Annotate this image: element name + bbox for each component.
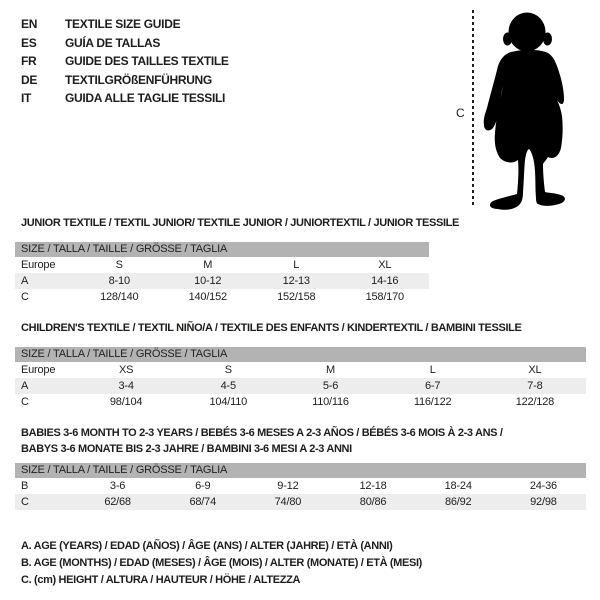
section-title: CHILDREN'S TEXTILE / TEXTIL NIÑO/A / TEXTILE DES ENFANTS / KINDERTEXTIL / BAMBINI TESSILE [21, 322, 522, 334]
size-cell: 24-36 [529, 480, 557, 492]
row-label: C [21, 496, 29, 508]
size-cell: 122/128 [515, 396, 555, 408]
table-row [15, 394, 586, 410]
size-table-babies [15, 463, 586, 510]
size-cell: XL [528, 364, 542, 376]
section-babies [15, 427, 586, 510]
language-title: GUIDA ALLE TAGLIE TESSILI [65, 91, 226, 106]
language-row [21, 89, 229, 108]
height-measure-dashed-line [472, 10, 474, 208]
size-table-header-row [15, 463, 586, 478]
language-title: TEXTILGRÖßENFÜHRUNG [65, 72, 212, 87]
size-cell: 3-4 [118, 380, 134, 392]
size-cell: L [429, 364, 436, 376]
size-cell: 14-16 [371, 275, 399, 287]
section-title-line2: BABYS 3-6 MONATE BIS 2-3 JAHRE / BAMBINI 3-6 MESI A 2-3 ANNI [21, 443, 352, 455]
size-cell: 4-5 [220, 380, 236, 392]
footnote-height: C. (cm) HEIGHT / ALTURA / HAUTEUR / HÖHE / ALTEZZA [21, 574, 301, 586]
section-junior [15, 217, 460, 305]
language-title: GUIDE DES TAILLES TEXTILE [65, 54, 229, 69]
size-cell: 7-8 [527, 380, 543, 392]
table-row [15, 273, 429, 289]
size-cell: 18-24 [444, 480, 472, 492]
table-row [15, 362, 586, 378]
size-cell: 128/140 [100, 291, 139, 303]
size-cell: S [224, 364, 232, 376]
footnote-age-months: B. AGE (MONTHS) / EDAD (MESES) / ÂGE (MOIS) / ALTER (MONATE) / ETÀ (MESI) [21, 557, 422, 569]
section-title: BABIES 3-6 MONTH TO 2-3 YEARS / BEBÉS 3-6 MESES A 2-3 AÑOS / BÉBÉS 3-6 MOIS À 2-3 ANS / [21, 427, 503, 439]
language-code: FR [21, 54, 37, 69]
size-cell: M [203, 259, 213, 271]
size-cell: XL [378, 259, 392, 271]
language-title: TEXTILE SIZE GUIDE [65, 17, 181, 32]
size-cell: 74/80 [274, 496, 302, 508]
height-measure-label: C [456, 106, 465, 120]
language-title-list [21, 15, 229, 108]
row-label: A [21, 275, 29, 287]
size-table-junior [15, 242, 429, 305]
table-row [15, 478, 586, 494]
row-label: Europe [21, 259, 56, 271]
row-label: A [21, 380, 29, 392]
size-cell: 140/152 [188, 291, 227, 303]
language-code: EN [21, 17, 38, 32]
row-label: C [21, 396, 29, 408]
size-cell: 8-10 [108, 275, 130, 287]
size-cell: 104/110 [209, 396, 248, 408]
size-cell: M [325, 364, 335, 376]
language-title: GUÍA DE TALLAS [65, 35, 161, 50]
size-cell: S [115, 259, 123, 271]
language-code: ES [21, 35, 37, 50]
size-cell: 116/122 [413, 396, 452, 408]
table-row [15, 257, 429, 273]
baby-silhouette-icon [478, 8, 578, 213]
size-cell: XS [118, 364, 134, 376]
table-row [15, 378, 586, 394]
table-row [15, 289, 429, 305]
footnotes [21, 538, 422, 589]
size-table-header: SIZE / TALLA / TAILLE / GRÖSSE / TAGLIA [15, 347, 586, 362]
size-cell: 10-12 [194, 275, 222, 287]
size-cell: 6-7 [425, 380, 441, 392]
size-table-header: SIZE / TALLA / TAILLE / GRÖSSE / TAGLIA [15, 463, 586, 478]
row-label: Europe [21, 364, 56, 376]
row-label: C [21, 291, 29, 303]
size-cell: 6-9 [195, 480, 211, 492]
size-table-header: SIZE / TALLA / TAILLE / GRÖSSE / TAGLIA [15, 242, 429, 257]
size-cell: 12-13 [282, 275, 310, 287]
size-cell: 80/86 [359, 496, 387, 508]
section-children [15, 322, 586, 410]
section-title: JUNIOR TEXTILE / TEXTIL JUNIOR/ TEXTILE JUNIOR / JUNIORTEXTIL / JUNIOR TESSILE [21, 217, 460, 229]
size-table-header-row [15, 242, 429, 257]
language-code: DE [21, 72, 38, 87]
size-cell: 86/92 [444, 496, 472, 508]
table-row [15, 494, 586, 510]
language-row [21, 15, 229, 34]
size-cell: 68/74 [189, 496, 216, 508]
footnote-age-years: A. AGE (YEARS) / EDAD (AÑOS) / ÂGE (ANS) / ALTER (JAHRE) / ETÀ (ANNI) [21, 540, 393, 552]
size-cell: 92/98 [530, 496, 557, 508]
size-cell: L [293, 259, 300, 271]
size-cell: 158/170 [365, 291, 404, 303]
size-cell: 98/104 [109, 396, 143, 408]
size-cell: 12-18 [359, 480, 387, 492]
language-row [21, 71, 229, 90]
size-cell: 152/158 [277, 291, 316, 303]
size-cell: 3-6 [109, 480, 126, 492]
size-table-children [15, 347, 586, 410]
language-row [21, 34, 229, 53]
size-table-header-row [15, 347, 586, 362]
size-cell: 110/116 [312, 396, 349, 408]
language-row [21, 52, 229, 71]
language-code: IT [21, 91, 32, 106]
row-label: B [21, 480, 29, 492]
size-cell: 9-12 [277, 480, 299, 492]
size-cell: 62/68 [104, 496, 131, 508]
size-cell: 5-6 [322, 380, 339, 392]
